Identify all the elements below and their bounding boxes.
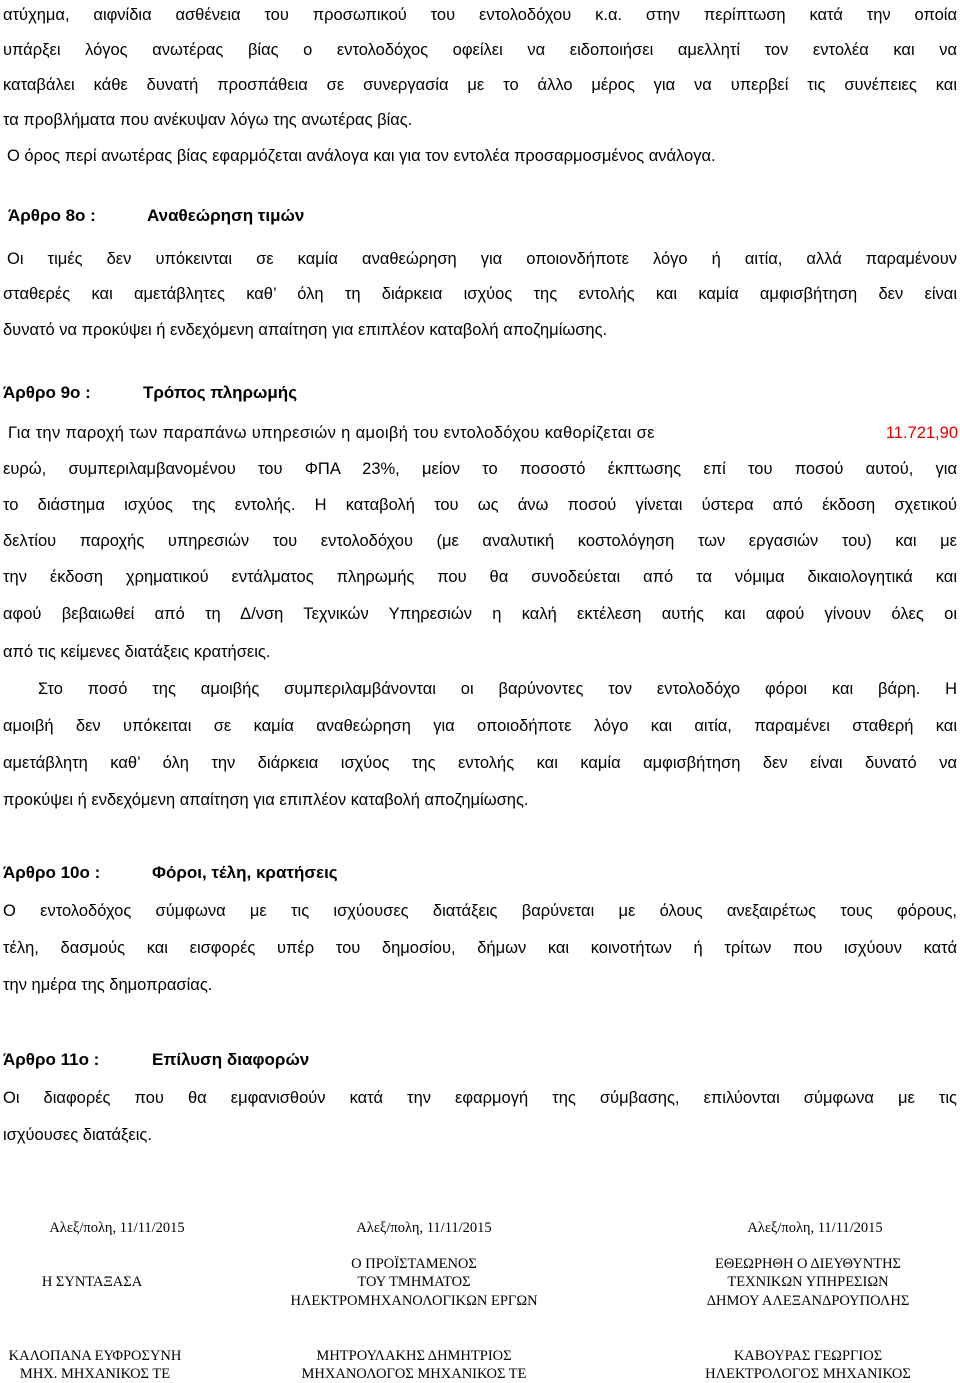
signature-center-role-2: ΤΟΥ ΤΜΗΜΑΤΟΣ	[357, 1274, 471, 1290]
intro-line-3: καταβάλει κάθε δυνατή προσπάθεια σε συνεργασία με το άλλο μέρος για να υπερβεί τις συνέπειες και	[3, 76, 957, 94]
intro-line-1: ατύχημα, αιφνίδια ασθένεια του προσωπικού του εντολοδόχου κ.α. στην περίπτωση κατά την οποία	[3, 6, 957, 24]
signature-center-title: ΜΗΧΑΝΟΛΟΓΟΣ ΜΗΧΑΝΙΚΟΣ ΤΕ	[301, 1366, 527, 1382]
article-10-line-2: τέλη, δασμούς και εισφορές υπέρ του δημοσίου, δήμων και κοινοτήτων ή τρίτων που ισχύουν κατά	[3, 939, 957, 957]
article-9-line-6: αφού βεβαιωθεί από τη Δ/νση Τεχνικών Υπηρεσιών η καλή εκτέλεση αυτής και αφού γίνουν όλες οι	[3, 605, 957, 623]
article-10-number: Άρθρο 10ο :	[3, 863, 101, 882]
article-11-line-2: ισχύουσες διατάξεις.	[3, 1126, 152, 1144]
article-9-line-5: την έκδοση χρηματικού εντάλματος πληρωμής που θα συνοδεύεται από τα νόμιμα δικαιολογητικά και	[3, 568, 957, 586]
intro-line-5: Ο όρος περί ανωτέρας βίας εφαρμόζεται ανάλογα και για τον εντολέα προσαρμοσμένος ανάλογα.	[7, 147, 716, 165]
article-9-line-4: δελτίου παροχής υπηρεσιών του εντολοδόχου (με αναλυτική κοστολόγηση των εργασιών του) και με	[3, 532, 957, 550]
article-9-line-2: ευρώ, συμπεριλαμβανομένου του ΦΠΑ 23%, μείον το ποσοστό έκπτωσης επί του ποσού αυτού, για	[3, 460, 957, 478]
signature-left-name: ΚΑΛΟΠΑΝΑ ΕΥΦΡΟΣΥΝΗ	[8, 1348, 182, 1364]
article-11-number: Άρθρο 11ο :	[3, 1050, 100, 1069]
signature-center-role-1: Ο ΠΡΟΪΣΤΑΜΕΝΟΣ	[351, 1256, 477, 1272]
intro-line-4: τα προβλήματα που ανέκυψαν λόγω της ανωτέρας βίας.	[3, 111, 413, 129]
signature-right-name: ΚΑΒΟΥΡΑΣ ΓΕΩΡΓΙΟΣ	[733, 1348, 883, 1364]
signature-right-role-3: ΔΗΜΟΥ ΑΛΕΞΑΝΔΡΟΥΠΟΛΗΣ	[706, 1293, 910, 1309]
article-8-line-2: σταθερές και αμετάβλητες καθ’ όλη τη διάρκεια ισχύος της εντολής και καμία αμφισβήτηση δεν είναι	[3, 285, 957, 303]
signature-right-role-2: ΤΕΧΝΙΚΩΝ ΥΠΗΡΕΣΙΩΝ	[727, 1274, 889, 1290]
signature-left-date: Αλεξ/πολη, 11/11/2015	[49, 1220, 185, 1236]
article-9-line-3: το διάστημα ισχύος της εντολής. Η καταβολή του ως άνω ποσού γίνεται ύστερα από έκδοση σχετικού	[3, 496, 957, 514]
article-9-title: Τρόπος πληρωμής	[143, 383, 298, 402]
article-8-line-1: Οι τιμές δεν υπόκεινται σε καμία αναθεώρηση για οποιονδήποτε λόγο ή αιτία, αλλά παραμένουν	[7, 250, 957, 268]
article-9-line-7: από τις κείμενες διατάξεις κρατήσεις.	[3, 643, 271, 661]
signature-right-title: ΗΛΕΚΤΡΟΛΟΓΟΣ ΜΗΧΑΝΙΚΟΣ	[705, 1366, 911, 1382]
article-9-line-1-text: Για την παροχή των παραπάνω υπηρεσιών η αμοιβή του εντολοδόχου καθορίζεται σε	[8, 424, 655, 442]
article-9-line-10: αμετάβλητη καθ’ όλη την διάρκεια ισχύος της εντολής και καμία αμφισβήτηση δεν είναι δυνατό να	[3, 754, 957, 772]
signature-center-date: Αλεξ/πολη, 11/11/2015	[356, 1220, 492, 1236]
article-9-line-11: προκύψει ή ενδεχόμενη απαίτηση για επιπλέον καταβολή αποζημίωσης.	[3, 791, 529, 809]
article-10-line-1: Ο εντολοδόχος σύμφωνα με τις ισχύουσες διατάξεις βαρύνεται με όλους ανεξαιρέτως τους φόρους,	[3, 902, 957, 920]
article-11-title: Επίλυση διαφορών	[152, 1050, 310, 1069]
signature-left-title: ΜΗΧ. ΜΗΧΑΝΙΚΟΣ ΤΕ	[19, 1366, 171, 1382]
signature-right-role-1: ΕΘΕΩΡΗΘΗ Ο ΔΙΕΥΘΥΝΤΗΣ	[714, 1256, 901, 1272]
article-8-title: Αναθεώρηση τιμών	[147, 206, 305, 225]
payment-amount: 11.721,90	[885, 424, 958, 442]
article-9-number: Άρθρο 9ο :	[3, 383, 91, 402]
signature-center-role-3: ΗΛΕΚΤΡΟΜΗΧΑΝΟΛΟΓΙΚΩΝ ΕΡΓΩΝ	[290, 1293, 538, 1309]
article-9-line-9: αμοιβή δεν υπόκειται σε καμία αναθεώρηση για οποιοδήποτε λόγο και αιτία, παραμένει σταθερή και	[3, 717, 957, 735]
signature-left-role: Η ΣΥΝΤΑΞΑΣΑ	[41, 1274, 143, 1290]
article-10-title: Φόροι, τέλη, κρατήσεις	[152, 863, 338, 882]
article-11-line-1: Οι διαφορές που θα εμφανισθούν κατά την εφαρμογή της σύμβασης, επιλύονται σύμφωνα με τις	[3, 1089, 957, 1107]
article-9-line-1	[8, 415, 958, 451]
article-8-number: Άρθρο 8ο :	[8, 206, 96, 225]
article-8-line-3: δυνατό να προκύψει ή ενδεχόμενη απαίτηση για επιπλέον καταβολή αποζημίωσης.	[3, 321, 608, 339]
article-9-line-8: Στο ποσό της αμοιβής συμπεριλαμβάνονται οι βαρύνοντες τον εντολοδόχο φόροι και βάρη. Η	[38, 680, 957, 698]
intro-line-2: υπάρξει λόγος ανωτέρας βίας ο εντολοδόχος οφείλει να ειδοποιήσει αμελλητί τον εντολέα και να	[3, 41, 957, 59]
signature-center-name: ΜΗΤΡΟΥΛΑΚΗΣ ΔΗΜΗΤΡΙΟΣ	[316, 1348, 512, 1364]
signature-right-date: Αλεξ/πολη, 11/11/2015	[747, 1220, 883, 1236]
article-10-line-3: την ημέρα της δημοπρασίας.	[3, 976, 213, 994]
